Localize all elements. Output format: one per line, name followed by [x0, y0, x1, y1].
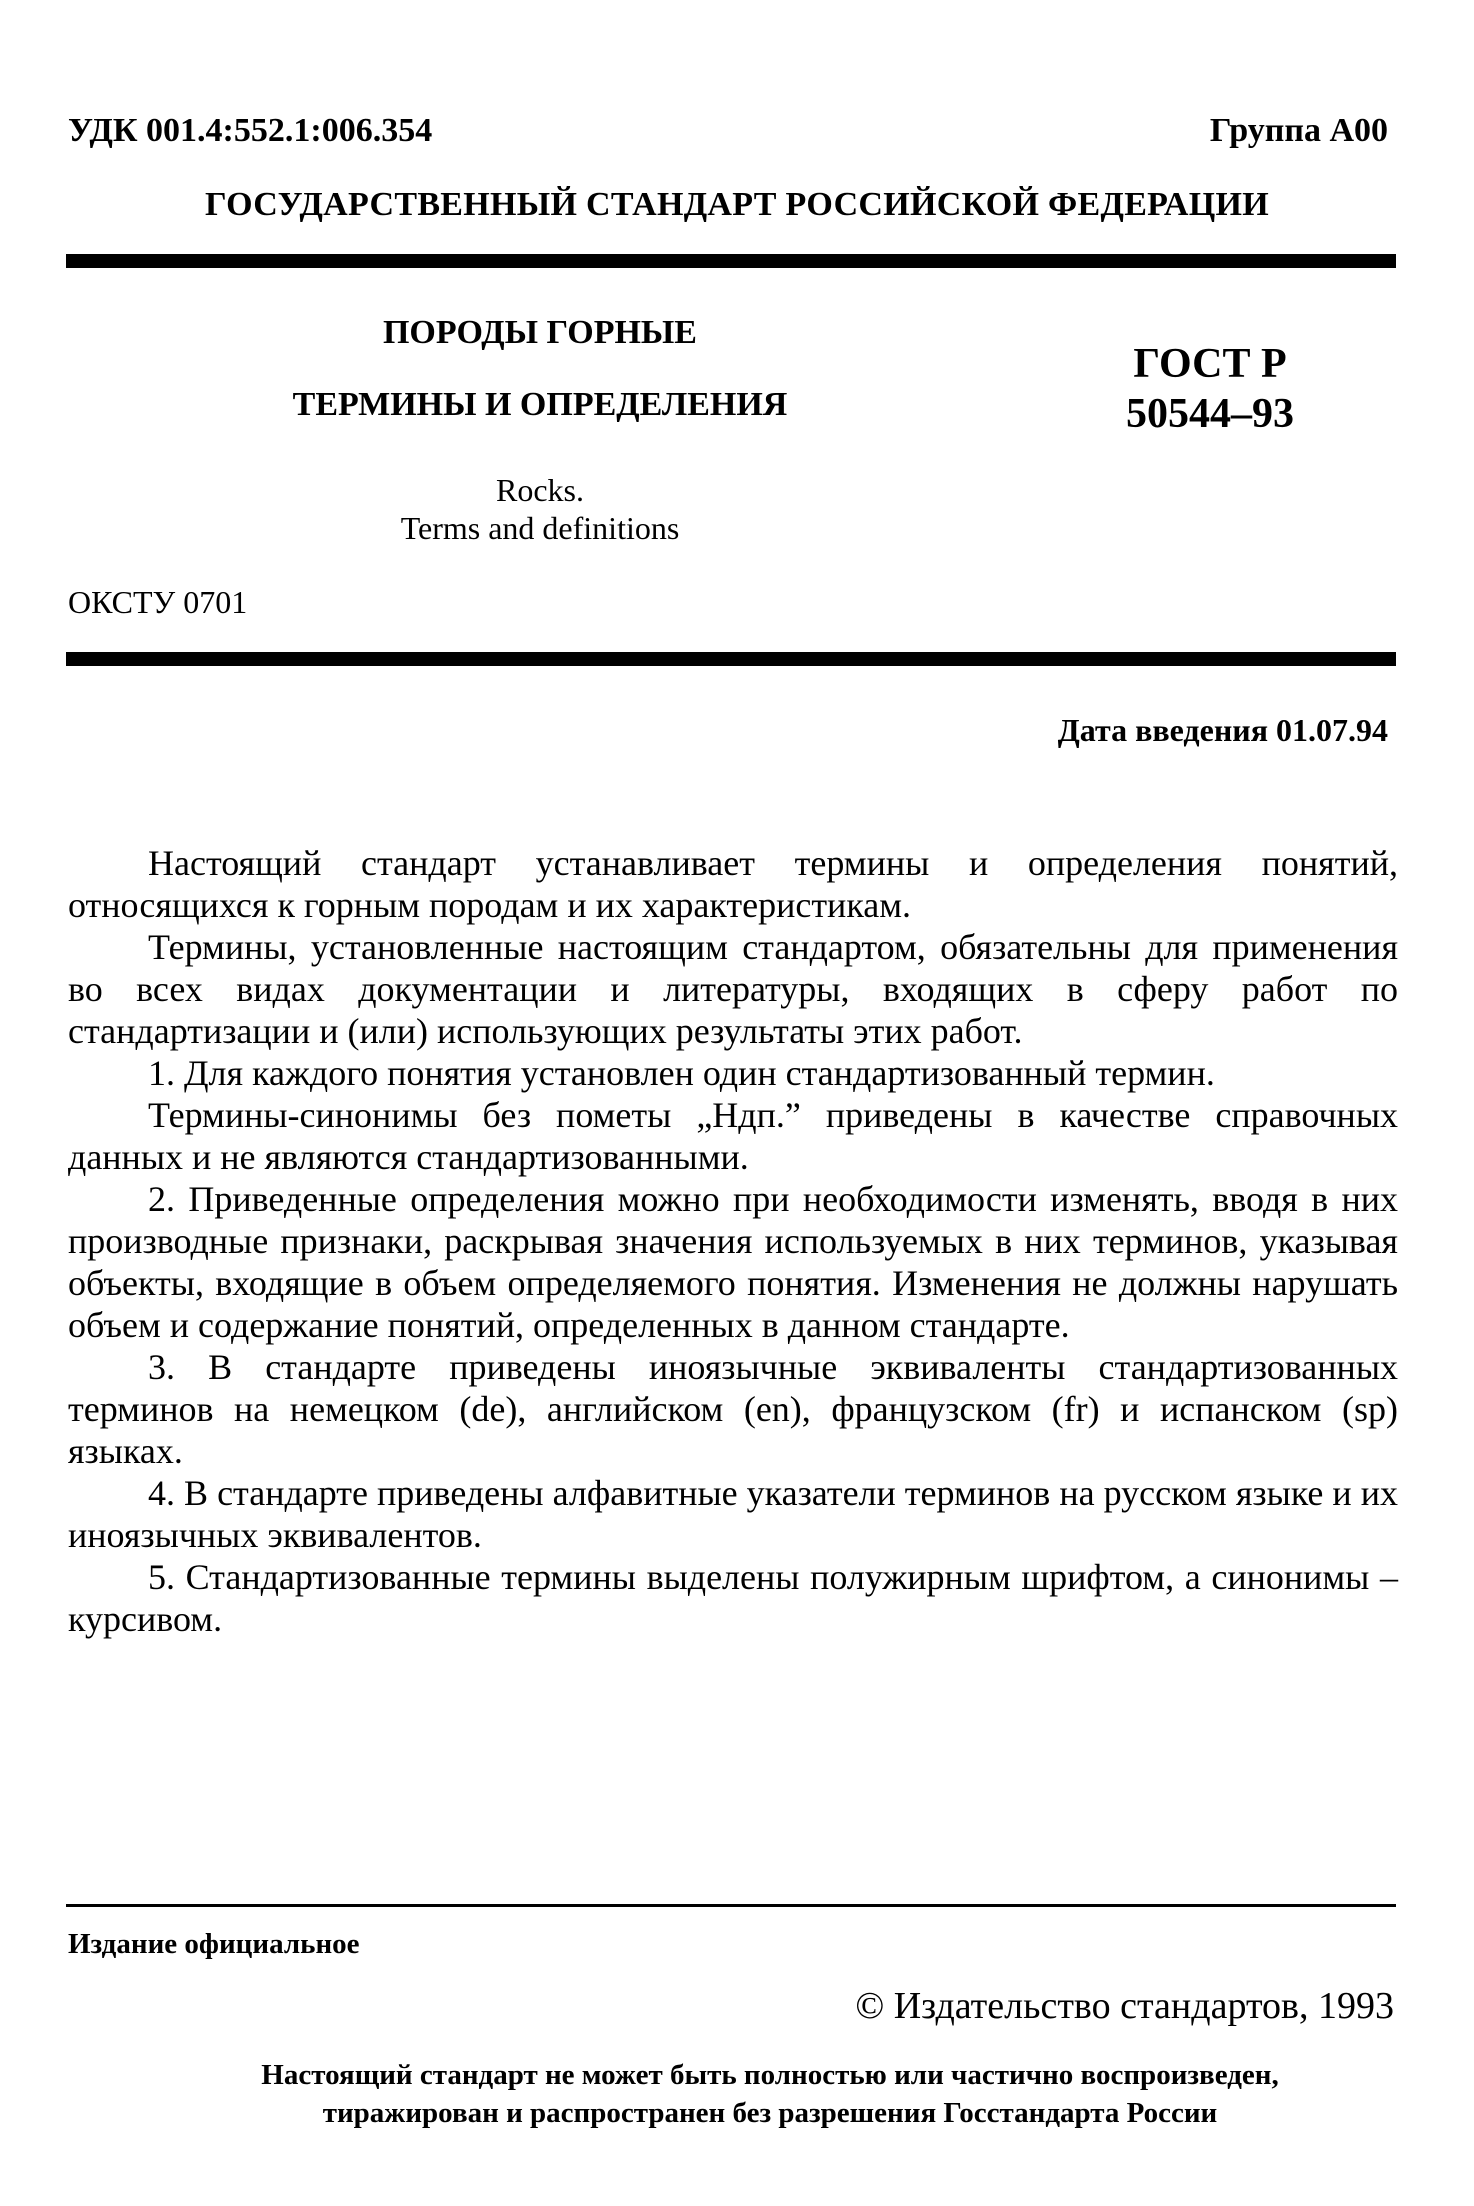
paragraph: 4. В стандарте приведены алфавитные указатели терминов на русском языке и их иноязычных эквивалентов. [68, 1473, 1398, 1555]
paragraph: Термины, установленные настоящим стандартом, обязательны для применения во всех видах документации и литературы, входящих в сферу работ по стандартизации и (или) использующих результаты этих работ. [68, 927, 1398, 1051]
notice-line1: Настоящий стандарт не может быть полностью или частично воспроизведен, [261, 2059, 1279, 2091]
document-title-line1: ПОРОДЫ ГОРНЫЕ [382, 314, 697, 351]
paragraph: 5. Стандартизованные термины выделены полужирным шрифтом, а синонимы – курсивом. [68, 1557, 1398, 1639]
paragraph: 3. В стандарте приведены иноязычные эквиваленты стандартизованных терминов на немецком (de), английском (en), французском (fr) и испанском (sp) языках. [68, 1347, 1398, 1471]
copyright-line: © Издательство стандартов, 1993 [855, 1985, 1394, 2027]
edition-label: Издание официальное [68, 1928, 360, 1960]
document-title-line2: ТЕРМИНЫ И ОПРЕДЕЛЕНИЯ [292, 386, 788, 423]
middle-thick-rule [66, 652, 1396, 666]
gost-designation-line1: ГОСТ Р [1133, 341, 1287, 387]
reproduction-notice [140, 2056, 1400, 2132]
notice-line2: тиражирован и распространен без разрешения Госстандарта России [322, 2097, 1218, 2129]
body-text [68, 842, 1398, 1640]
okstu-code: ОКСТУ 0701 [68, 584, 248, 620]
paragraph: Термины-синонимы без пометы „Ндп.” приведены в качестве справочных данных и не являются стандартизованными. [68, 1095, 1398, 1177]
paragraph: 1. Для каждого понятия установлен один стандартизованный термин. [148, 1053, 1215, 1093]
footer-rule [66, 1904, 1396, 1907]
udk-code: УДК 001.4:552.1:006.354 [68, 112, 433, 149]
state-standard-heading: ГОСУДАРСТВЕННЫЙ СТАНДАРТ РОССИЙСКОЙ ФЕДЕРАЦИИ [205, 186, 1269, 223]
introduction-date: Дата введения 01.07.94 [1057, 712, 1388, 748]
english-title-line2: Terms and definitions [400, 510, 680, 546]
paragraph: 2. Приведенные определения можно при необходимости изменять, вводя в них производные признаки, раскрывая значения используемых в них терминов, указывая объекты, входящие в объем определяемого понятия. Изменения не должны нарушать объем и содержание понятий, определенных в данном стандарте. [68, 1179, 1398, 1345]
paragraph: Настоящий стандарт устанавливает термины и определения понятий, относящихся к горным породам и их характеристикам. [68, 843, 1398, 925]
top-thick-rule [66, 254, 1396, 268]
group-code: Группа А00 [1209, 112, 1388, 149]
english-title-line1: Rocks. [496, 472, 584, 508]
gost-designation-line2: 50544–93 [1126, 391, 1294, 437]
